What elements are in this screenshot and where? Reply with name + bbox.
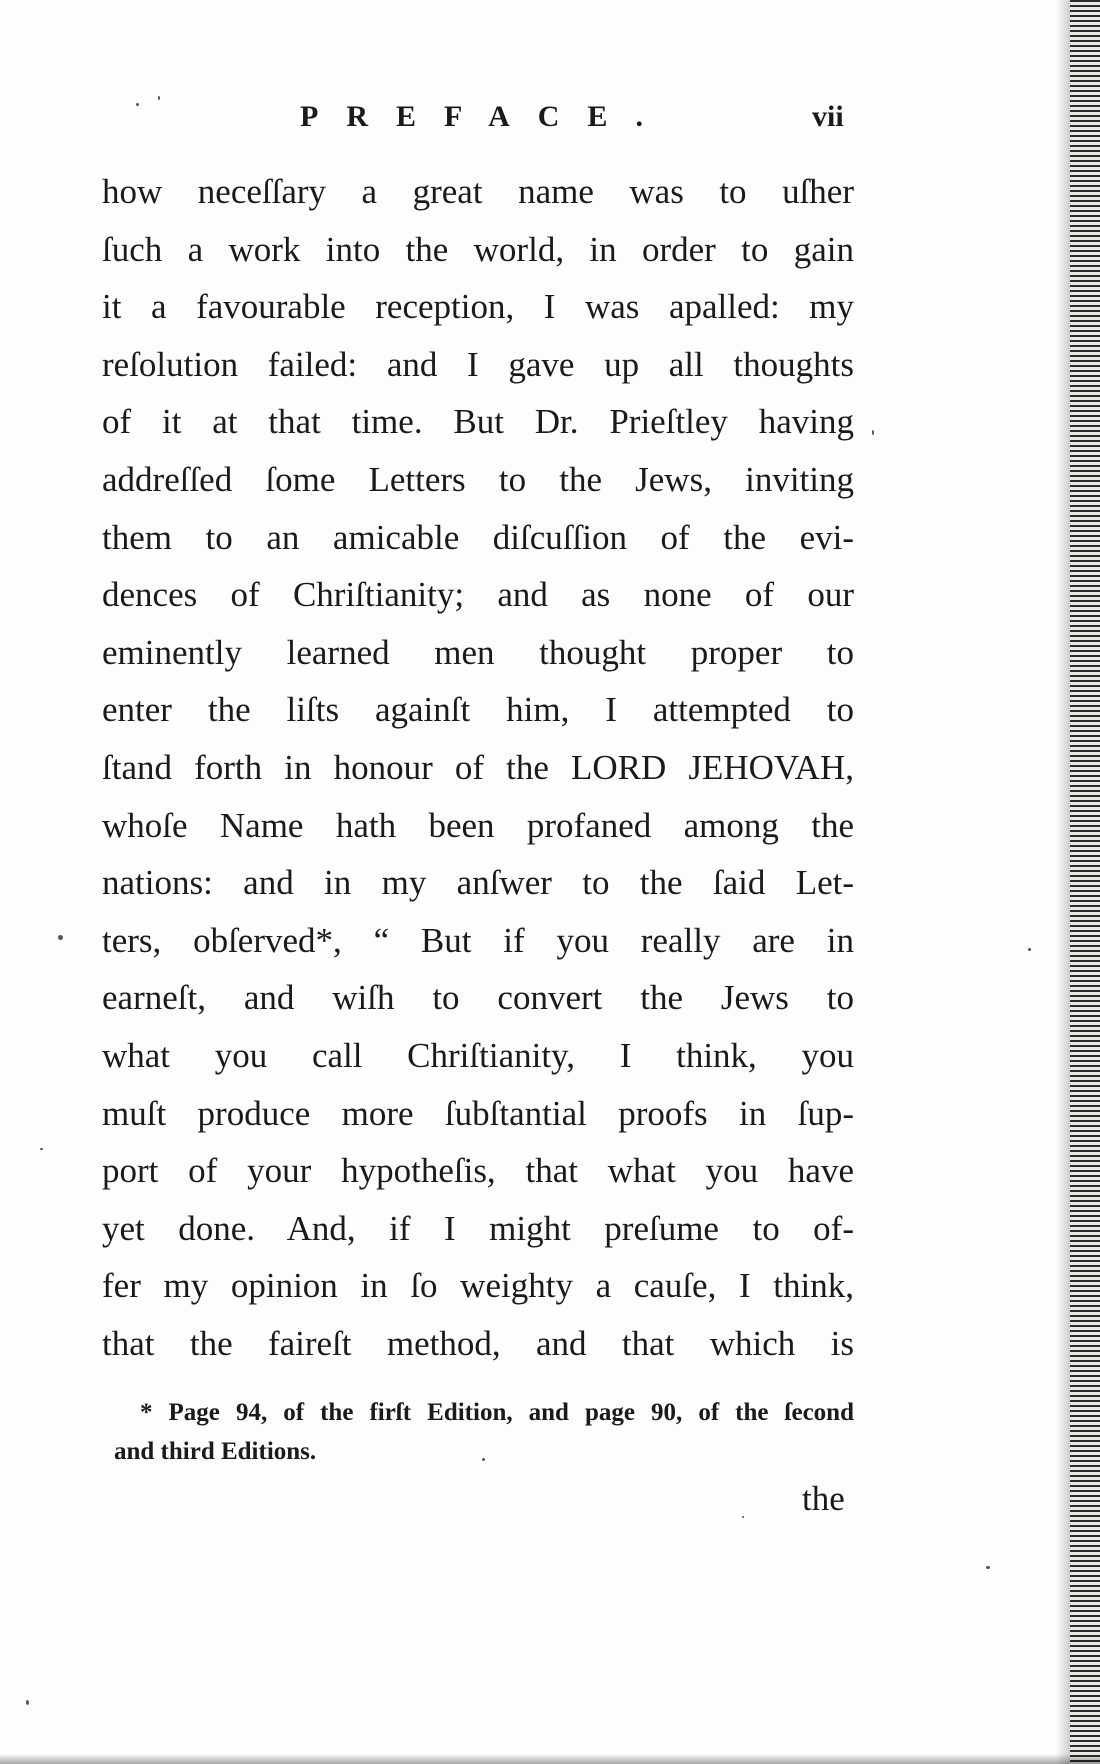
scan-speck: [158, 96, 160, 100]
text-line: ters, obſerved*, “ But if you really are in: [102, 920, 854, 960]
text-line: how neceſſary a great name was to uſher: [102, 172, 854, 211]
text-line: reſolution failed: and I gave up all thoughts: [102, 344, 854, 384]
page-number: vii: [812, 100, 844, 133]
text-line: dences of Chriſtianity; and as none of our: [102, 575, 854, 615]
scan-speck: [58, 935, 63, 940]
text-line: muſt produce more ſubſtantial proofs in ſup-: [102, 1093, 854, 1133]
running-title: PREFACE.: [300, 100, 671, 133]
scan-speck: [872, 430, 874, 435]
scan-speck: [742, 1516, 744, 1518]
text-line: nations: and in my anſwer to the ſaid Let-: [102, 863, 854, 903]
footnote-line: * Page 94, of the firſt Edition, and page 90, of the ſecond: [140, 1399, 854, 1426]
footnote-line: and third Editions.: [114, 1438, 317, 1465]
text-line: of it at that time. But Dr. Prieſtley having: [102, 402, 854, 442]
text-line: yet done. And, if I might preſume to of-: [102, 1208, 854, 1248]
scan-speck: [40, 1148, 43, 1150]
text-line: enter the liſts againſt him, I attempted to: [102, 690, 854, 730]
page-bottom-edge: [0, 1754, 1100, 1764]
scan-speck: [26, 1700, 29, 1705]
text-line: that the faireſt method, and that which is: [102, 1323, 854, 1363]
text-line: earneſt, and wiſh to convert the Jews to: [102, 978, 854, 1018]
running-head: [0, 100, 1070, 140]
scan-speck: [136, 103, 139, 106]
text-line: ſtand forth in honour of the LORD JEHOVAH,: [102, 747, 854, 787]
text-line: addreſſed ſome Letters to the Jews, inviting: [102, 459, 854, 499]
binding-shadow: [1056, 0, 1070, 1764]
body-text: [102, 163, 854, 1372]
catchword: the: [802, 1479, 845, 1518]
scan-speck: [482, 1458, 485, 1461]
text-line: ſuch a work into the world, in order to gain: [102, 229, 854, 269]
text-line: them to an amicable diſcuſſion of the evi-: [102, 517, 854, 557]
text-line: port of your hypotheſis, that what you have: [102, 1151, 854, 1191]
binding-edge: [1070, 0, 1100, 1764]
text-line: fer my opinion in ſo weighty a cauſe, I think,: [102, 1266, 854, 1306]
text-line: whoſe Name hath been profaned among the: [102, 805, 854, 845]
text-line: it a favourable reception, I was apalled: my: [102, 287, 854, 327]
scan-speck: [986, 1566, 990, 1569]
text-line: eminently learned men thought proper to: [102, 632, 854, 672]
scan-speck: [1028, 948, 1031, 951]
text-line: what you call Chriſtianity, I think, you: [102, 1035, 854, 1075]
